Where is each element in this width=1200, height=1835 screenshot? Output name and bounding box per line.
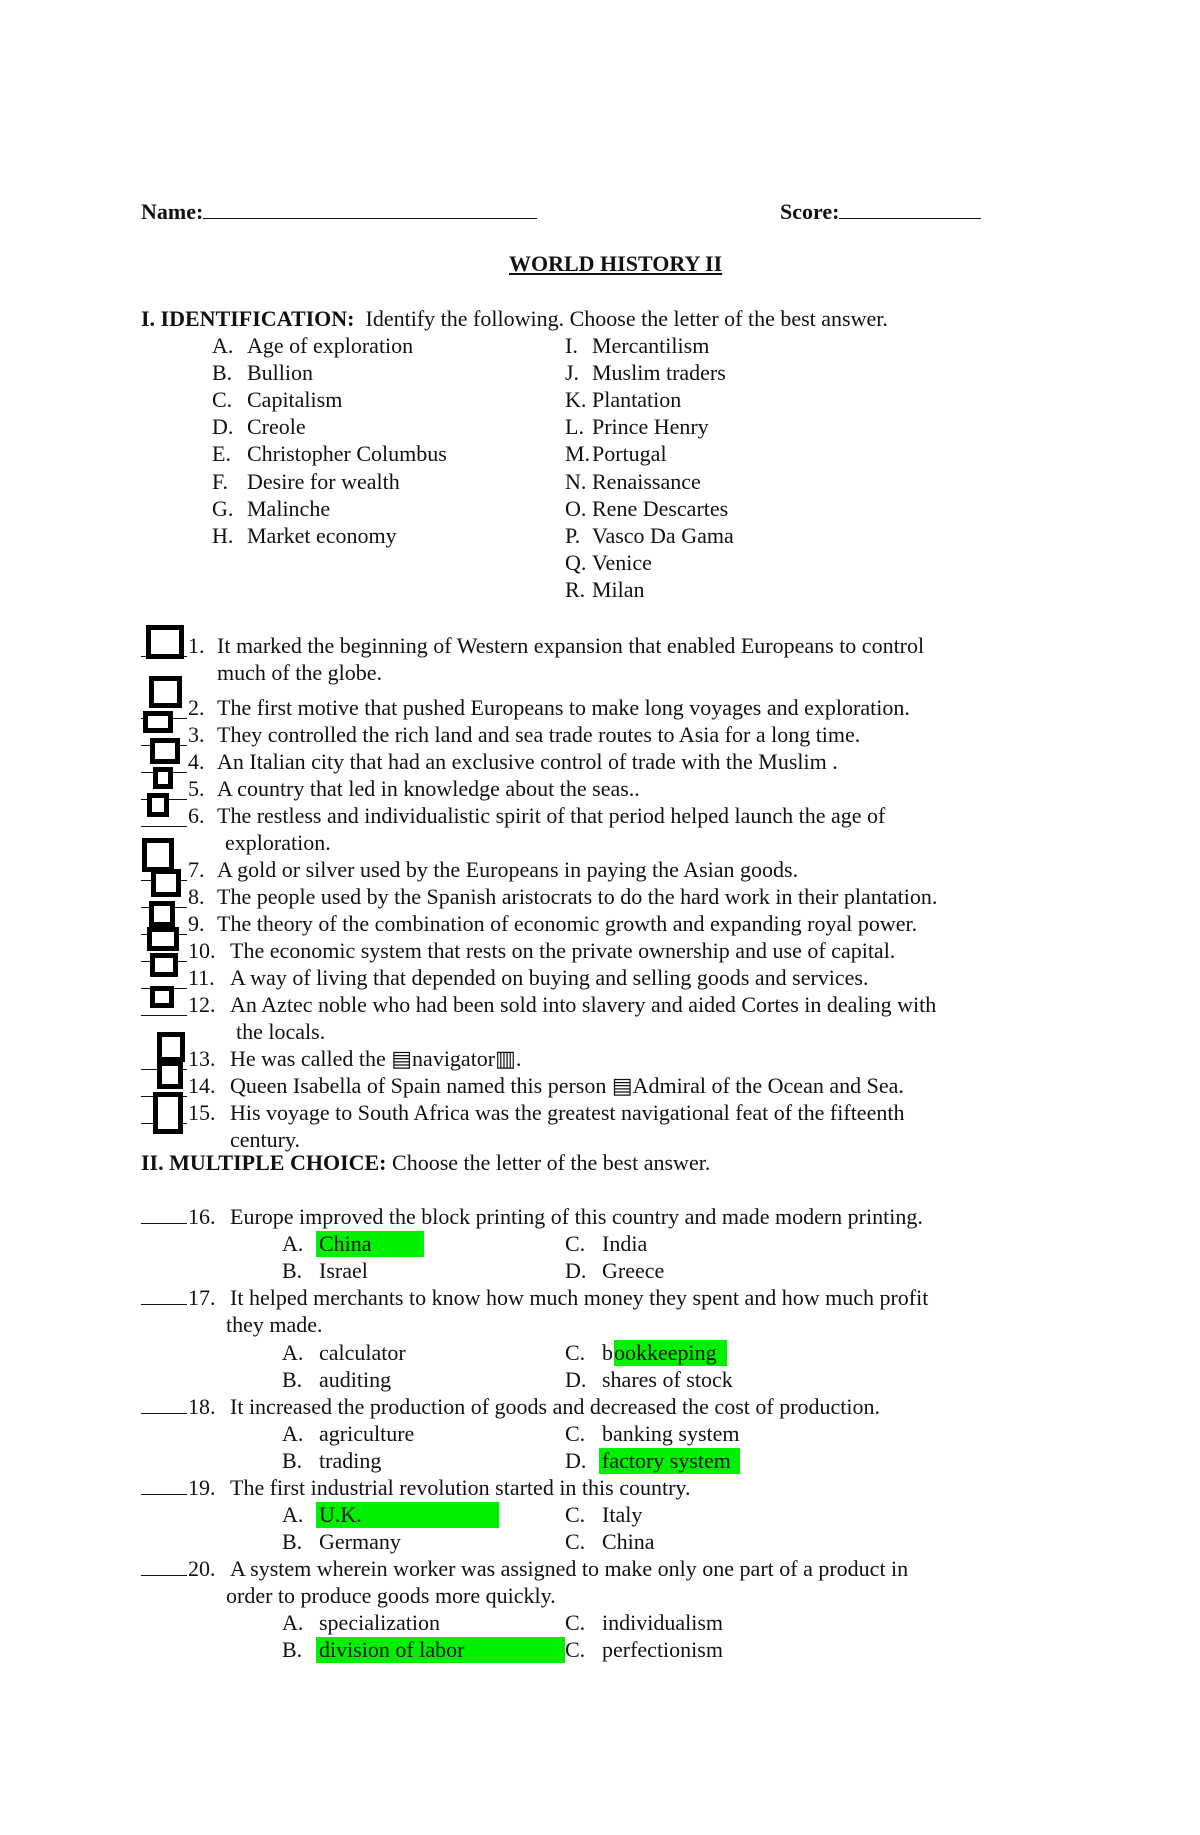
option-text: division of labor <box>319 1637 465 1662</box>
option-text: Greece <box>602 1258 665 1283</box>
option-letter: C. <box>565 1231 586 1256</box>
choice-letter: J. <box>565 360 580 386</box>
question-text: the locals. <box>236 1019 326 1044</box>
choice-text: Market economy <box>247 522 397 548</box>
question-number: 5. <box>188 776 205 801</box>
option-text: auditing <box>319 1367 392 1392</box>
name-blank[interactable] <box>203 198 537 219</box>
answer-line[interactable] <box>141 1476 187 1495</box>
question-number: 16. <box>188 1204 216 1229</box>
option-letter: C. <box>565 1529 586 1554</box>
choice-letter: O. <box>565 495 587 521</box>
option-letter: B. <box>282 1367 303 1392</box>
option-letter: A. <box>282 1502 304 1527</box>
answer-box[interactable] <box>153 767 173 789</box>
choice-letter: N. <box>565 468 587 494</box>
question-text: exploration. <box>225 830 331 855</box>
option-text: India <box>602 1231 648 1256</box>
option-letter: A. <box>282 1231 304 1256</box>
name-label: Name: <box>141 198 537 225</box>
choice-text: Milan <box>592 576 645 602</box>
option-letter: D. <box>565 1258 587 1283</box>
choice-text: Renaissance <box>592 468 701 494</box>
question-number: 10. <box>188 938 216 963</box>
answer-box[interactable] <box>147 793 169 817</box>
answer-box[interactable] <box>153 1092 183 1134</box>
choice-text: Malinche <box>247 495 331 521</box>
option-letter: D. <box>565 1367 587 1392</box>
question-text: The restless and individualistic spirit of that period helped launch the age of <box>217 803 886 828</box>
answer-blank[interactable] <box>141 1204 187 1230</box>
question-text: His voyage to South Africa was the greatest navigational feat of the fifteenth <box>230 1100 905 1125</box>
choice-letter: R. <box>565 576 586 602</box>
question-text: It marked the beginning of Western expansion that enabled Europeans to control <box>217 633 925 658</box>
question-number: 4. <box>188 749 205 774</box>
answer-box[interactable] <box>150 953 178 977</box>
answer-box[interactable] <box>151 869 181 897</box>
option-text: China <box>319 1231 372 1256</box>
question-number: 2. <box>188 695 205 720</box>
option-text: shares of stock <box>602 1367 733 1392</box>
choice-letter: B. <box>212 360 233 386</box>
option-text: calculator <box>319 1340 406 1365</box>
choice-text: Bullion <box>247 360 314 386</box>
question-number: 12. <box>188 992 216 1017</box>
option-text: U.K. <box>319 1502 362 1527</box>
question-number: 15. <box>188 1100 216 1125</box>
answer-blank[interactable] <box>141 1475 187 1501</box>
choice-text: Muslim traders <box>592 360 726 386</box>
choice-letter: G. <box>212 495 234 521</box>
choice-letter: E. <box>212 441 231 467</box>
option-letter: B. <box>282 1258 303 1283</box>
question-text: The people used by the Spanish aristocrats to do the hard work in their plantation. <box>217 884 938 909</box>
answer-box[interactable] <box>142 838 174 872</box>
question-text: He was called the ▤navigator▥. <box>230 1046 522 1071</box>
question-number: 18. <box>188 1394 216 1419</box>
option-text: trading <box>319 1448 382 1473</box>
option-text: banking system <box>602 1421 740 1446</box>
option-text: factory system <box>602 1448 731 1473</box>
answer-blank[interactable] <box>141 1394 187 1420</box>
answer-line[interactable] <box>141 1395 187 1414</box>
question-number: 8. <box>188 884 205 909</box>
question-number: 3. <box>188 722 205 747</box>
option-text: Israel <box>319 1258 368 1283</box>
answer-box[interactable] <box>157 1032 185 1062</box>
choice-letter: C. <box>212 387 233 413</box>
choice-text: Christopher Columbus <box>247 441 447 467</box>
choice-text: Age of exploration <box>247 333 414 358</box>
choice-text: Mercantilism <box>592 333 710 358</box>
page-title: WORLD HISTORY II <box>509 251 723 276</box>
option-text: Italy <box>602 1502 643 1527</box>
choice-letter: K. <box>565 387 587 413</box>
question-text: Queen Isabella of Spain named this person ▤Admiral of the Ocean and Sea. <box>230 1073 904 1098</box>
answer-blank[interactable] <box>141 1556 187 1582</box>
option-text: b <box>602 1340 613 1365</box>
choice-text: Plantation <box>592 387 682 413</box>
question-text: A way of living that depended on buying and selling goods and services. <box>230 965 869 990</box>
question-text: An Aztec noble who had been sold into slavery and aided Cortes in dealing with <box>230 992 937 1017</box>
question-text: A country that led in knowledge about the seas.. <box>217 776 640 801</box>
question-number: 7. <box>188 857 205 882</box>
question-text: A gold or silver used by the Europeans in paying the Asian goods. <box>217 857 799 882</box>
choice-letter: Q. <box>565 549 587 575</box>
answer-line[interactable] <box>141 1557 187 1576</box>
question-number: 14. <box>188 1073 216 1098</box>
question-number: 20. <box>188 1556 216 1581</box>
option-letter: A. <box>282 1610 304 1635</box>
answer-box[interactable] <box>150 986 174 1008</box>
question-text: It helped merchants to know how much money they spent and how much profit <box>230 1285 929 1310</box>
choice-text: Rene Descartes <box>592 495 729 521</box>
answer-box[interactable] <box>146 625 184 659</box>
section2-heading: II. MULTIPLE CHOICE: Choose the letter of the best answer. <box>141 1150 711 1175</box>
question-text: century. <box>230 1127 301 1152</box>
option-letter: C. <box>565 1637 586 1662</box>
option-text: individualism <box>602 1610 723 1635</box>
option-letter: C. <box>565 1340 586 1365</box>
choice-text: Portugal <box>592 441 667 467</box>
question-text: they made. <box>226 1312 323 1337</box>
question-text: The first industrial revolution started in this country. <box>230 1475 691 1500</box>
answer-box[interactable] <box>149 901 175 927</box>
choice-text: Desire for wealth <box>247 468 400 494</box>
option-letter: B. <box>282 1637 303 1662</box>
question-text: much of the globe. <box>217 660 382 685</box>
question-number: 19. <box>188 1475 216 1500</box>
option-letter: C. <box>565 1502 586 1527</box>
section1-heading: I. IDENTIFICATION: Identify the following. Choose the letter of the best answer. <box>141 306 888 331</box>
choice-text: Venice <box>592 549 652 575</box>
choice-text: Prince Henry <box>592 414 709 440</box>
score-blank[interactable] <box>839 198 981 219</box>
question-text: A system wherein worker was assigned to make only one part of a product in <box>230 1556 909 1581</box>
choice-letter: I. <box>565 333 578 358</box>
question-text: An Italian city that had an exclusive control of trade with the Muslim . <box>217 749 838 774</box>
question-number: 13. <box>188 1046 216 1071</box>
question-text: The theory of the combination of economic growth and expanding royal power. <box>217 911 918 936</box>
option-text: specialization <box>319 1610 440 1635</box>
option-letter: D. <box>565 1448 587 1473</box>
question-text: They controlled the rich land and sea trade routes to Asia for a long time. <box>217 722 861 747</box>
option-letter: B. <box>282 1529 303 1554</box>
question-number: 9. <box>188 911 205 936</box>
question-text: The first motive that pushed Europeans to make long voyages and exploration. <box>217 695 910 720</box>
question-number: 17. <box>188 1285 216 1310</box>
choice-letter: A. <box>212 333 234 358</box>
option-letter: A. <box>282 1421 304 1446</box>
question-number: 1. <box>188 633 205 658</box>
choice-letter: D. <box>212 414 234 440</box>
answer-line[interactable] <box>141 1205 187 1224</box>
option-letter: B. <box>282 1448 303 1473</box>
choice-letter: L. <box>565 414 584 440</box>
question-text: Europe improved the block printing of this country and made modern printing. <box>230 1204 923 1229</box>
answer-box[interactable] <box>157 1061 183 1089</box>
choice-letter: P. <box>565 522 581 548</box>
option-text: Germany <box>319 1529 401 1554</box>
option-text: agriculture <box>319 1421 415 1446</box>
choice-text: Creole <box>247 414 306 440</box>
option-letter: C. <box>565 1421 586 1446</box>
choice-letter: M. <box>565 441 591 467</box>
question-number: 11. <box>188 965 215 990</box>
answer-box[interactable] <box>143 711 173 733</box>
choice-text: Vasco Da Gama <box>592 522 734 548</box>
choice-letter: F. <box>212 468 228 494</box>
answer-box[interactable] <box>149 676 182 708</box>
question-text: order to produce goods more quickly. <box>226 1583 556 1608</box>
answer-box[interactable] <box>147 927 179 951</box>
question-number: 6. <box>188 803 205 828</box>
question-text: The economic system that rests on the private ownership and use of capital. <box>230 938 896 963</box>
choice-text: Capitalism <box>247 387 343 413</box>
option-letter: C. <box>565 1610 586 1635</box>
answer-box[interactable] <box>150 738 180 764</box>
answer-blank[interactable] <box>141 1285 187 1311</box>
question-text: It increased the production of goods and decreased the cost of production. <box>230 1394 881 1419</box>
option-text: perfectionism <box>602 1637 723 1662</box>
answer-line[interactable] <box>141 1286 187 1305</box>
option-letter: A. <box>282 1340 304 1365</box>
option-text: ookkeeping <box>614 1340 717 1365</box>
score-label: Score: <box>780 198 981 225</box>
option-text: China <box>602 1529 655 1554</box>
choice-letter: H. <box>212 522 234 548</box>
